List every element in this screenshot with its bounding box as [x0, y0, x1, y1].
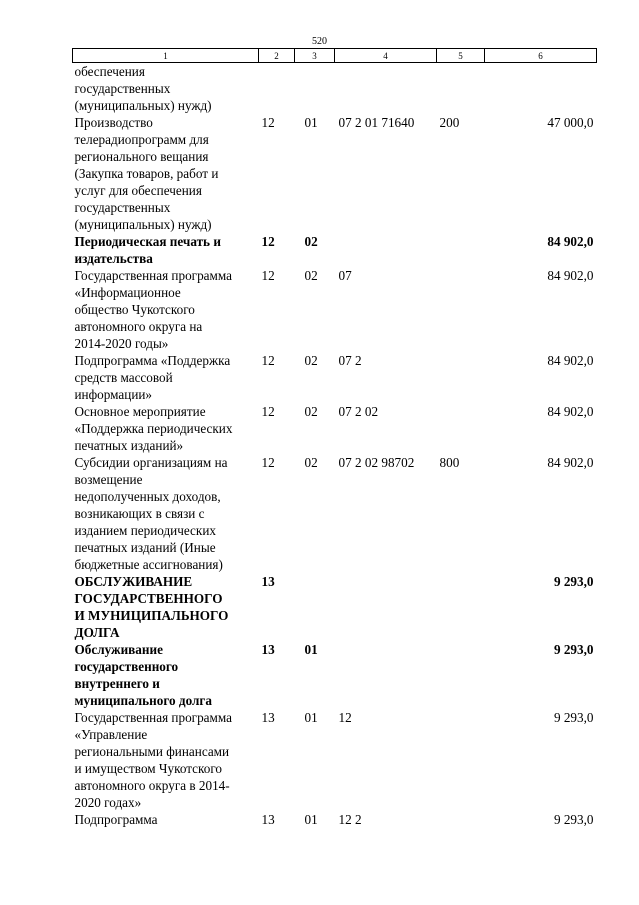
- row-expense-type: [437, 403, 485, 454]
- row-target-article: 12 2: [338, 812, 362, 827]
- row-amount: 84 902,0: [547, 455, 594, 470]
- row-section: 12: [261, 404, 275, 419]
- row-target-article: 07 2 02: [338, 404, 379, 419]
- row-amount: 84 902,0: [547, 234, 594, 249]
- row-subsection: 02: [304, 268, 318, 283]
- column-header: 2: [259, 49, 295, 63]
- row-subsection: 02: [304, 455, 318, 470]
- row-amount: 9 293,0: [553, 642, 594, 657]
- row-section: 13: [261, 710, 275, 725]
- row-name: Периодическая печать и издательства: [74, 234, 221, 266]
- row-target-article: 07 2 01 71640: [338, 115, 415, 130]
- row-amount: 47 000,0: [547, 115, 594, 130]
- row-section: 12: [261, 234, 275, 249]
- row-section: 13: [261, 574, 275, 589]
- row-target-article: [335, 641, 437, 709]
- table-body: [73, 63, 597, 829]
- row-expense-type: 800: [439, 455, 460, 470]
- row-name: Государственная программа «Управление региональными финансами и имуществом Чукотского автономного округа в 2014- 2020 годах»: [74, 710, 232, 810]
- page-number: 520: [312, 36, 327, 47]
- table-row: [73, 641, 597, 709]
- column-header: 3: [295, 49, 335, 63]
- row-amount: 9 293,0: [553, 574, 594, 589]
- row-target-article: 07 2 02 98702: [338, 455, 415, 470]
- row-target-article: [335, 573, 437, 641]
- row-target-article: 07 2: [338, 353, 362, 368]
- row-name: ОБСЛУЖИВАНИЕ ГОСУДАРСТВЕННОГО И МУНИЦИПАЛЬНОГО ДОЛГА: [74, 574, 229, 640]
- row-name: Производство телерадиопрограмм для регионального вещания (Закупка товаров, работ и услуг для обеспечения государственных (муниципальных) нужд): [74, 115, 219, 232]
- row-amount: 84 902,0: [547, 268, 594, 283]
- row-target-article: 07: [338, 268, 352, 283]
- column-header: 5: [437, 49, 485, 63]
- row-name: Субсидии организациям на возмещение недополученных доходов, возникающих в связи с изданием периодических печатных изданий (Иные бюджетные ассигнования): [74, 455, 228, 572]
- table-row: [73, 63, 597, 115]
- row-section: 13: [261, 812, 275, 827]
- row-expense-type: [437, 709, 485, 811]
- row-expense-type: [437, 267, 485, 352]
- row-subsection: [295, 573, 335, 641]
- row-subsection: 02: [304, 353, 318, 368]
- row-section: 12: [261, 353, 275, 368]
- row-section: 12: [261, 115, 275, 130]
- row-amount: 9 293,0: [553, 812, 594, 827]
- row-name: Государственная программа «Информационное общество Чукотского автономного округа на 2014-2020 годы»: [74, 268, 232, 351]
- table-header-row: [73, 49, 597, 63]
- column-header: 1: [73, 49, 259, 63]
- row-section: [259, 63, 295, 115]
- table-row: [73, 352, 597, 403]
- row-subsection: 01: [304, 642, 318, 657]
- row-subsection: [295, 63, 335, 115]
- row-expense-type: [437, 233, 485, 267]
- column-header: 4: [335, 49, 437, 63]
- row-expense-type: 200: [439, 115, 460, 130]
- row-name: Подпрограмма «Поддержка средств массовой информации»: [74, 353, 231, 402]
- row-section: 13: [261, 642, 275, 657]
- budget-table: [72, 48, 597, 828]
- table-row: [73, 403, 597, 454]
- row-amount: 84 902,0: [547, 404, 594, 419]
- row-amount: [485, 63, 597, 115]
- row-name: Основное мероприятие «Поддержка периодических печатных изданий»: [74, 404, 233, 453]
- row-section: 12: [261, 455, 275, 470]
- table-row: [73, 114, 597, 233]
- row-subsection: 01: [304, 710, 318, 725]
- row-expense-type: [437, 352, 485, 403]
- row-subsection: 02: [304, 234, 318, 249]
- row-expense-type: [437, 63, 485, 115]
- table-row: [73, 811, 597, 828]
- row-subsection: 02: [304, 404, 318, 419]
- table-row: [73, 267, 597, 352]
- row-subsection: 01: [304, 812, 318, 827]
- table-row: [73, 233, 597, 267]
- row-section: 12: [261, 268, 275, 283]
- row-amount: 84 902,0: [547, 353, 594, 368]
- row-expense-type: [437, 641, 485, 709]
- row-target-article: [335, 233, 437, 267]
- row-name: обеспечения государственных (муниципальных) нужд): [74, 64, 212, 113]
- row-amount: 9 293,0: [553, 710, 594, 725]
- row-name: Обслуживание государственного внутреннего и муниципального долга: [74, 642, 212, 708]
- column-header: 6: [485, 49, 597, 63]
- row-target-article: 12: [338, 710, 352, 725]
- row-subsection: 01: [304, 115, 318, 130]
- row-name: Подпрограмма: [74, 812, 158, 827]
- table-row: [73, 573, 597, 641]
- table-row: [73, 454, 597, 573]
- row-expense-type: [437, 811, 485, 828]
- table-row: [73, 709, 597, 811]
- row-target-article: [335, 63, 437, 115]
- row-expense-type: [437, 573, 485, 641]
